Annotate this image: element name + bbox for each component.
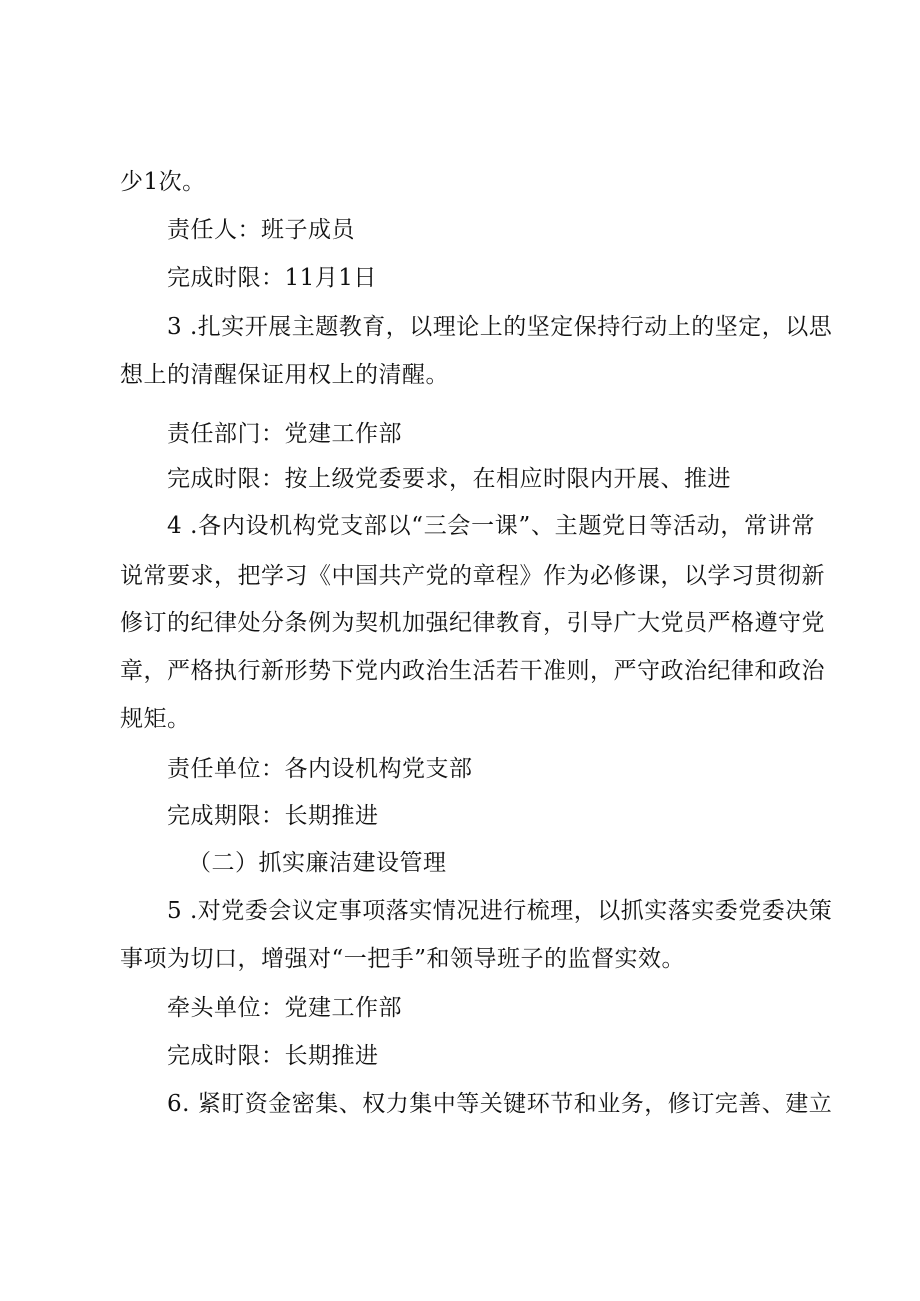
responsible-unit-line: 责任单位：各内设机构党支部 xyxy=(167,756,473,782)
section-heading: （二）抓实廉洁建设管理 xyxy=(188,850,447,876)
paragraph-continuation: 少1次。 xyxy=(120,169,206,195)
deadline-line: 完成时限：按上级党委要求，在相应时限内开展、推进 xyxy=(167,466,731,492)
responsible-person-line: 责任人：班子成员 xyxy=(167,217,355,243)
deadline-line: 完成期限：长期推进 xyxy=(167,803,379,829)
item-4-line: 修订的纪律处分条例为契机加强纪律教育，引导广大党员严格遵守党 xyxy=(120,610,825,636)
deadline-line: 完成时限：长期推进 xyxy=(167,1043,379,1069)
item-4-last-line: 规矩。 xyxy=(120,706,191,732)
item-5-last-line: 事项为切口，增强对“一把手”和领导班子的监督实效。 xyxy=(120,946,686,972)
item-4-line: 说常要求，把学习《中国共产党的章程》作为必修课，以学习贯彻新 xyxy=(120,563,825,589)
item-4-line: 章，严格执行新形势下党内政治生活若干准则，严守政治纪律和政治 xyxy=(120,658,825,684)
responsible-department-line: 责任部门：党建工作部 xyxy=(167,421,402,447)
item-4-first-line: 4 .各内设机构党支部以“三会一课”、主题党日等活动，常讲常 xyxy=(167,513,815,539)
item-5-first-line: 5 .对党委会议定事项落实情况进行梳理，以抓实落实委党委决策 xyxy=(167,898,833,924)
lead-unit-line: 牵头单位：党建工作部 xyxy=(167,995,402,1021)
item-3-last-line: 想上的清醒保证用权上的清醒。 xyxy=(120,362,449,388)
item-3-first-line: 3 .扎实开展主题教育，以理论上的坚定保持行动上的坚定，以思 xyxy=(167,314,833,340)
item-6-first-line: 6. 紧盯资金密集、权力集中等关键环节和业务，修订完善、建立 xyxy=(167,1091,833,1117)
deadline-line: 完成时限：11月1日 xyxy=(167,265,377,291)
